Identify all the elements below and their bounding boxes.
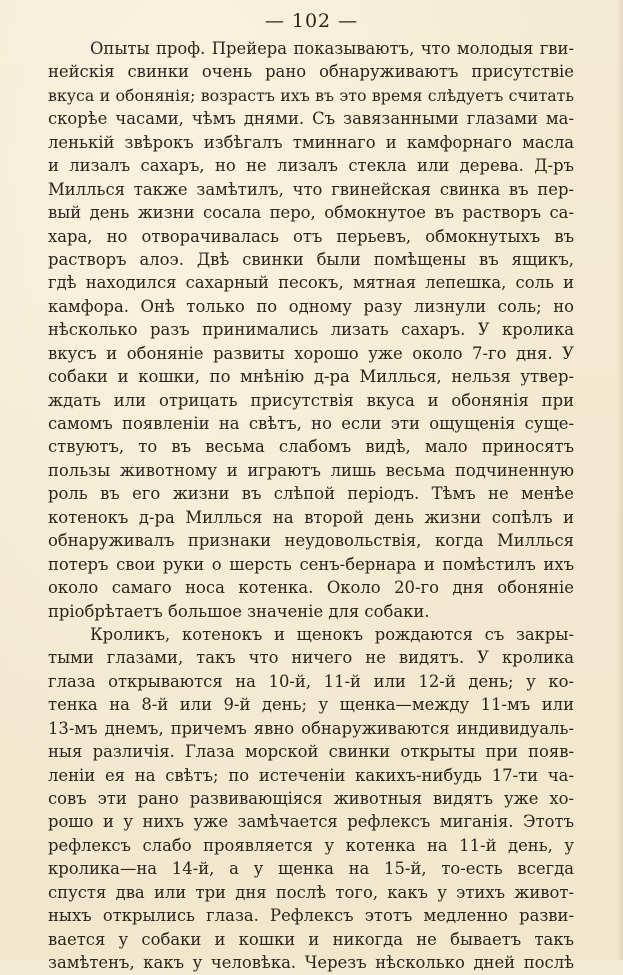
text-line: совъ эти рано развивающіяся животныя видятъ уже хо- — [48, 789, 574, 808]
text-line: вый день жизни сосала перо, обмокнутое въ растворъ са- — [48, 203, 574, 223]
text-line: обнаруживалъ признаки неудовольствія, когда Миллься — [48, 531, 574, 551]
text-line: около самаго носа котенка. Около 20-го дня обоняніе — [48, 578, 574, 598]
text-line: собаки и кошки, по мнѣнію д-ра Миллься, нельзя утвер- — [48, 367, 574, 387]
text-line: вкуса и обонянія; возрастъ ихъ въ это время слѣдуетъ считать — [48, 85, 574, 105]
text-line: ныхъ открылись глаза. Рефлексъ этотъ медленно разви- — [48, 906, 574, 926]
text-line: тыми глазами, такъ что ничего не видятъ. У кролика — [48, 648, 574, 668]
text-line: спустя два или три дня послѣ того, какъ у этихъ живот- — [48, 882, 574, 902]
text-line: пріобрѣтаетъ большое значеніе для собаки. — [48, 601, 430, 621]
text-line: ждать или отрицать присутствія вкуса и обонянія при — [48, 390, 574, 410]
text-line: Миллься также замѣтилъ, что гвинейская свинка въ пер- — [48, 179, 574, 199]
text-line: котенокъ д-ра Миллься на второй день жизни сопѣлъ и — [48, 507, 574, 527]
text-line: нейскія свинки очень рано обнаруживаютъ присутствіе — [48, 62, 574, 82]
text-line: леніи ея на свѣтъ; по истеченіи какихъ-нибудь 17-ти ча- — [48, 765, 574, 785]
text-line: нѣсколько разъ принимались лизать сахаръ. У кролика — [48, 320, 574, 340]
text-line: рефлексъ слабо проявляется у котенка на 11-й день, у — [48, 835, 574, 855]
text-line: и лизалъ сахаръ, но не лизалъ стекла или дерева. Д-ръ — [48, 156, 574, 176]
text-line: тенка на 8-й или 9-й день; у щенка—между 11-мъ или — [48, 695, 574, 715]
page-number: — 102 — — [264, 10, 359, 32]
text-line: кролика—на 14-й, а у щенка на 15-й, то-есть всегда — [48, 859, 574, 879]
text-line: потеръ свои руки о шерсть сенъ-бернара и помѣстилъ ихъ — [48, 554, 574, 574]
text-line: вается у собаки и кошки и никогда не бываетъ такъ — [48, 929, 574, 949]
text-line: 13-мъ днемъ, причемъ явно обнаруживаются индивидуаль- — [48, 718, 574, 738]
text-line: камфора. Онѣ только по одному разу лизнули соль; но — [48, 296, 574, 316]
text-line: роль въ его жизни въ слѣпой періодъ. Тѣмъ не менѣе — [48, 484, 574, 504]
text-line: Опыты проф. Прейера показываютъ, что молодыя гви- — [90, 39, 574, 58]
text-line: замѣтенъ, какъ у человѣка. Черезъ нѣсколько дней послѣ — [48, 953, 574, 973]
text-line: ленькій звѣрокъ избѣгалъ тминнаго и камфорнаго масла — [48, 132, 574, 152]
page-edge-shadow — [617, 0, 623, 960]
text-line: глаза открываются на 10-й, 11-й или 12-й день; у ко- — [48, 671, 574, 691]
text-line: гдѣ находился сахарный песокъ, мятная лепешка, соль и — [48, 273, 574, 293]
text-line: рошо и у нихъ уже замѣчается рефлексъ миганія. Этотъ — [48, 812, 574, 832]
text-line: ныя различія. Глаза морской свинки открыты при появ- — [48, 742, 574, 762]
text-line: пользы животному и играютъ лишь весьма подчиненную — [48, 460, 574, 480]
text-line: вкусъ и обоняніе развиты хорошо уже около 7-го дня. У — [48, 343, 574, 363]
text-line: Кроликъ, котенокъ и щенокъ рождаются съ закры- — [90, 624, 574, 644]
text-line: скорѣе часами, чѣмъ днями. Съ завязанными глазами ма- — [48, 109, 574, 129]
text-line: растворъ алоэ. Двѣ свинки были помѣщены въ ящикъ, — [48, 249, 574, 269]
text-line: ствуютъ, то въ весьма слабомъ видѣ, мало приносятъ — [48, 437, 574, 457]
text-line: самомъ появленіи на свѣтъ, но если эти ощущенія суще- — [48, 414, 574, 433]
text-line: хара, но отворачивалась отъ перьевъ, обмокнутыхъ въ — [48, 226, 574, 246]
body-text — [48, 37, 574, 975]
